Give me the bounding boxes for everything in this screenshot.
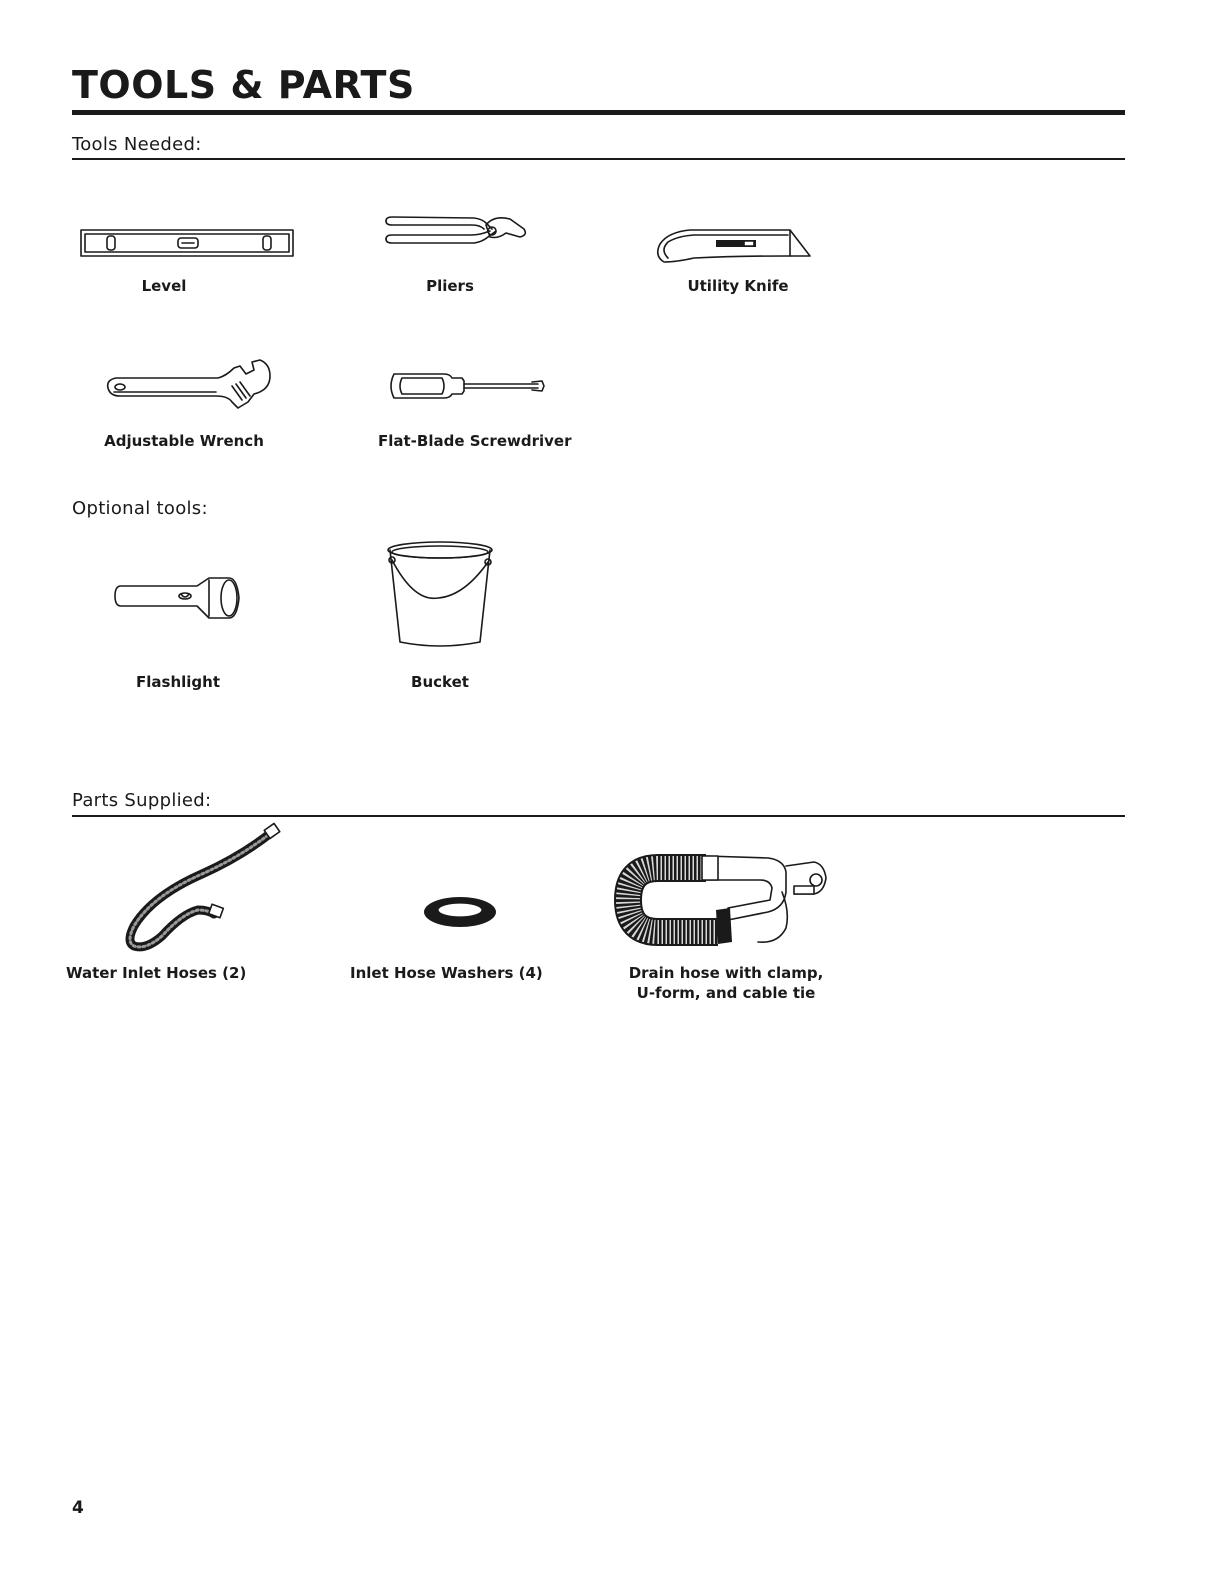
part-label-water-inlet-hoses: Water Inlet Hoses (2) — [66, 964, 247, 982]
tools-needed-heading: Tools Needed: — [72, 134, 202, 155]
drain-hose-label-line1: Drain hose with clamp, — [628, 964, 824, 982]
tool-label-screwdriver: Flat-Blade Screwdriver — [378, 432, 572, 450]
tool-label-adjustable-wrench: Adjustable Wrench — [104, 432, 264, 450]
tool-label-utility-knife: Utility Knife — [687, 277, 789, 295]
drain-hose-icon — [618, 852, 834, 948]
tool-label-pliers: Pliers — [426, 277, 474, 295]
adjustable-wrench-icon — [104, 356, 276, 412]
drain-hose-label-line2: U-form, and cable tie — [636, 983, 816, 1002]
title-rule — [72, 110, 1125, 115]
page-number: 4 — [72, 1498, 84, 1518]
flashlight-icon — [113, 576, 243, 620]
page-title: TOOLS & PARTS — [72, 63, 415, 107]
optional-label-bucket: Bucket — [411, 673, 469, 691]
part-label-drain-hose — [606, 964, 846, 1003]
bucket-icon — [384, 538, 496, 650]
optional-tools-heading: Optional tools: — [72, 498, 208, 519]
optional-label-flashlight: Flashlight — [136, 673, 220, 691]
parts-supplied-rule — [72, 815, 1125, 817]
screwdriver-icon — [388, 370, 548, 402]
utility-knife-icon — [654, 222, 814, 266]
level-icon — [80, 228, 296, 260]
parts-supplied-heading: Parts Supplied: — [72, 790, 212, 811]
tools-needed-rule — [72, 158, 1125, 160]
pliers-icon — [382, 213, 532, 253]
water-inlet-hose-icon — [122, 826, 282, 952]
part-label-inlet-hose-washers: Inlet Hose Washers (4) — [350, 964, 543, 982]
tool-label-level: Level — [141, 277, 187, 295]
hose-washer-icon — [422, 895, 498, 929]
